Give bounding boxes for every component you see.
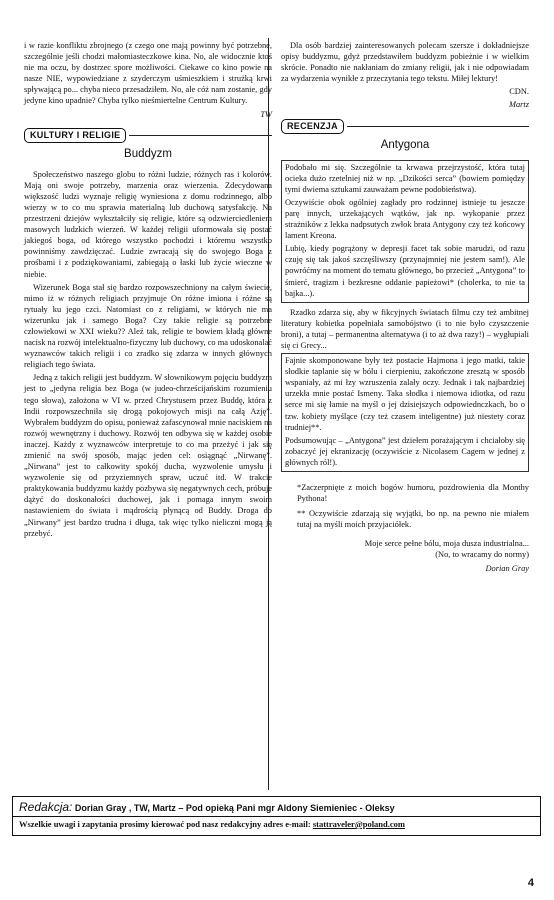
article-paragraph: Jedną z takich religii jest buddyzm. W słownikowym pojęciu buddyzm jest to „jedyna religia bez Boga (w judeo-chrześcijańskim rozumieniu tego słowa), założona w VI w. przed Chrystusem przez Buddę, która z Indii rozpowszechniła się drogą pokojowych misji na całą Azję”. Wybrałem buddyzm do opisu, ponieważ zafascynował mnie naciskiem na rozwój wewnętrzny i duchowy. Rozwój ten odbywa się w każdej osobie inaczej. Każdy z wyznawców interpretuje to co ma przeżyć i jak się zmienić na swój sposób, mając jeden cel: osiągnąć „Nirwanę”. „Nirwana” jest to całkowity spokój ducha, wyzwolenie umysłu i wyzwolenie się od przyziemnych spraw, uczuć itd. W trakcie praktykowania buddyzmu każdy pozbywa się negatywnych cech, próbuje dążyć do doskonałości duchowej, jak i pomaga innym swoim nastawieniem do świata i mądrością płynącą od Buddy. Droga do „Nirwany” jest bardzo trudna i długa, tak więc tylko nieliczni mogą ją przebyć. xyxy=(24,373,272,538)
review-paragraph: Lubię, kiedy pogrążony w depresji facet tak sobie marudzi, od razu czuję się tak jakoś szczęśliwszy (przynajmniej nie jestem sam!). Ale powróćmy na moment do tematu głównego, bo przecież „Antygona” to śmierć, tragizm i bezkresne oddanie papieżowi* (cholerka, to nie ta bajka...). xyxy=(285,244,525,298)
section-rule xyxy=(347,126,529,127)
review-signature: Dorian Gray xyxy=(485,563,529,573)
review-closing xyxy=(281,538,529,573)
footnote: *Zaczerpnięte z moich bogów humoru, pozdrowienia dla Monthy Pythona! xyxy=(297,483,529,504)
previous-article-end: Dla osób bardziej zainteresowanych polecam szersze i dokładniejsze opisy buddyzmu, gdyż przedstawiłem buddyzm pobieżnie i w wielkim skrócie. Ponadto nie nakłaniam do zmiany religii, jak i nie odpowiadam za wydarzenia wynikłe z przeczytania tego tekstu. Miłej lektury! xyxy=(281,41,529,84)
article-title: Antygona xyxy=(380,138,430,151)
review-paragraph: Oczywiście obok ogólniej zagłady pro rodzinnej istnieje tu jeszcze parę innych, urzekających wątków, jak np. wykopanie przez strażników z lekka nadpsutych zwłok brata Antygony czy też końcowy lament Kreona. xyxy=(285,197,525,241)
section-tag: KULTURY I RELIGIE xyxy=(24,128,126,143)
section-header-recenzja xyxy=(281,119,529,134)
previous-article-signature: Martz xyxy=(508,100,529,110)
footnote: ** Oczywiście zdarzają się wyjątki, bo np. na pewno nie miałem tutaj na myśli moich przyjaciółek. xyxy=(297,509,529,530)
left-column xyxy=(24,40,272,541)
review-paragraph: Rzadko zdarza się, aby w fikcyjnych światach filmu czy też ambitnej literatury kobietka popełniała samobójstwo (i to nie było czyszczenie broni), a tutaj – permanentna alternatywa (i to aż dwa razy!) – wygłupiali się ci Grecy... xyxy=(281,307,529,350)
article-paragraph: Społeczeństwo naszego globu to różni ludzie, różnych ras i kolorów. Mają oni swoje potrzeby, marzenia oraz wierzenia. Zdecydowana większość ludzi wyznaje religię wyniesiona z domu rodzinnego, albo wierzy w to co mu sprawia materialną lub duchową satysfakcję. Na przestrzeni dziejów wykształciły się religie, które są odzwierciedleniem masowych ludzkich wierzeń. W każdej religii uformowała się postać jakiegoś boga, od którego wszystko pochodzi i któremu wszystko powinniśmy zawdzięczać. Ludzie zwracają się do swojego Boga z prośbami i z podziękowaniami, zabiegają o łaski lub życie wieczne w niebie. xyxy=(24,169,272,279)
closing-line: Moje serce pełne bólu, moja dusza industrialna... xyxy=(364,539,529,549)
contact-text: Wszelkie uwagi i zapytania prosimy kierować pod nasz redakcyjny adres e-mail: xyxy=(19,819,311,829)
right-column xyxy=(281,40,529,574)
editors-names: Dorian Gray , TW, Martz – Pod opieką Pani mgr Aldony Siemieniec - Oleksy xyxy=(74,803,395,813)
review-boxed-block xyxy=(281,353,529,472)
page-number: 4 xyxy=(527,877,534,889)
contact-email-link[interactable]: stattraveler@poland.com xyxy=(312,819,405,829)
review-boxed-block xyxy=(281,160,529,303)
previous-article-end: i w razie konfliktu zbrojnego (z czego one mają powinny być potrzebne, szczególnie jeśli chodzi małomiasteczkowe kina. No, ale widocznie ktoś nie ma oczu, by dostrzec spore możliwości. Ciekawe co kino powie na nasze NIE, wypowiedziane z szyderczym uśmieszkiem i strużką krwi spływającą po... chyba nieco przesadziłem. No, ale cóż nam zostanie, gdy jedyne kino upadnie? Chyba tylko nieśmiertelne Centrum Kultury. xyxy=(24,41,272,106)
closing-line: (No, to wracamy do normy) xyxy=(435,550,529,560)
section-header-kultury xyxy=(24,128,272,143)
footnotes xyxy=(281,482,529,530)
editors-line xyxy=(19,800,395,814)
article-paragraph: Wizerunek Boga stał się bardzo rozpowszechniony na całym świecie, mimo iż w różnych religiach przyjmuje On różne imiona i różne są rytuały ku jego czci. Natomiast co z religiami, w których nie ma wizerunku jak i samego Boga? Czy takie religie są potrzebne człowiekowi w XXI wieku?? Aleź tak, religie te bowiem kładą główne nacisk na rozwój intelektualno-fizyczny lub duchowy, co ma udoskonalać wyznawców takich religii i co zradko się zdarza w innych głównych religiach tego świata. xyxy=(24,282,272,370)
article-title: Buddyzm xyxy=(124,147,172,160)
editorial-footer xyxy=(12,796,541,836)
previous-article-cdn: CDN. xyxy=(509,87,529,97)
editors-label: Redakcja: xyxy=(19,800,73,814)
contact-line xyxy=(19,819,405,829)
section-rule xyxy=(129,135,272,136)
review-paragraph: Fajnie skomponowane były też postacie Hajmona i jego matki, takie słodkie taplanie się w bólu i cierpieniu, zakończone zresztą w sposób wspaniały, aż mi łzy wzruszenia zalały oczy. Jednak i tak najbardziej urzekła mnie postać Ismeny. Taka słodka i niemowa idiotka, od razu serce mi się łamie na myśl o jej dzisiejszych odpowiednczkach, bo o tzw. kobiety myślące (czy też czasem inteligentne) już niestety coraz trudniej**. xyxy=(285,356,525,432)
review-paragraph: Podobało mi się. Szczególnie ta krwawa przejrzystość, która tutaj ocieka dużo rzetelniej niż w np. „Dzikości serca” (bowiem pomiędzy tymi dwiema sztukami zauważam pewne podobieństwa). xyxy=(285,162,525,194)
footer-rule xyxy=(13,816,540,817)
review-paragraph: Podsumowując – „Antygona” jest dziełem porażającym i chciałoby się zobaczyć jej ekranizację (oczywiście z Nicolasem Cagem w jednej z głównych ról!). xyxy=(285,435,525,467)
section-tag: RECENZJA xyxy=(281,119,344,134)
previous-article-signature: TW xyxy=(260,109,272,119)
